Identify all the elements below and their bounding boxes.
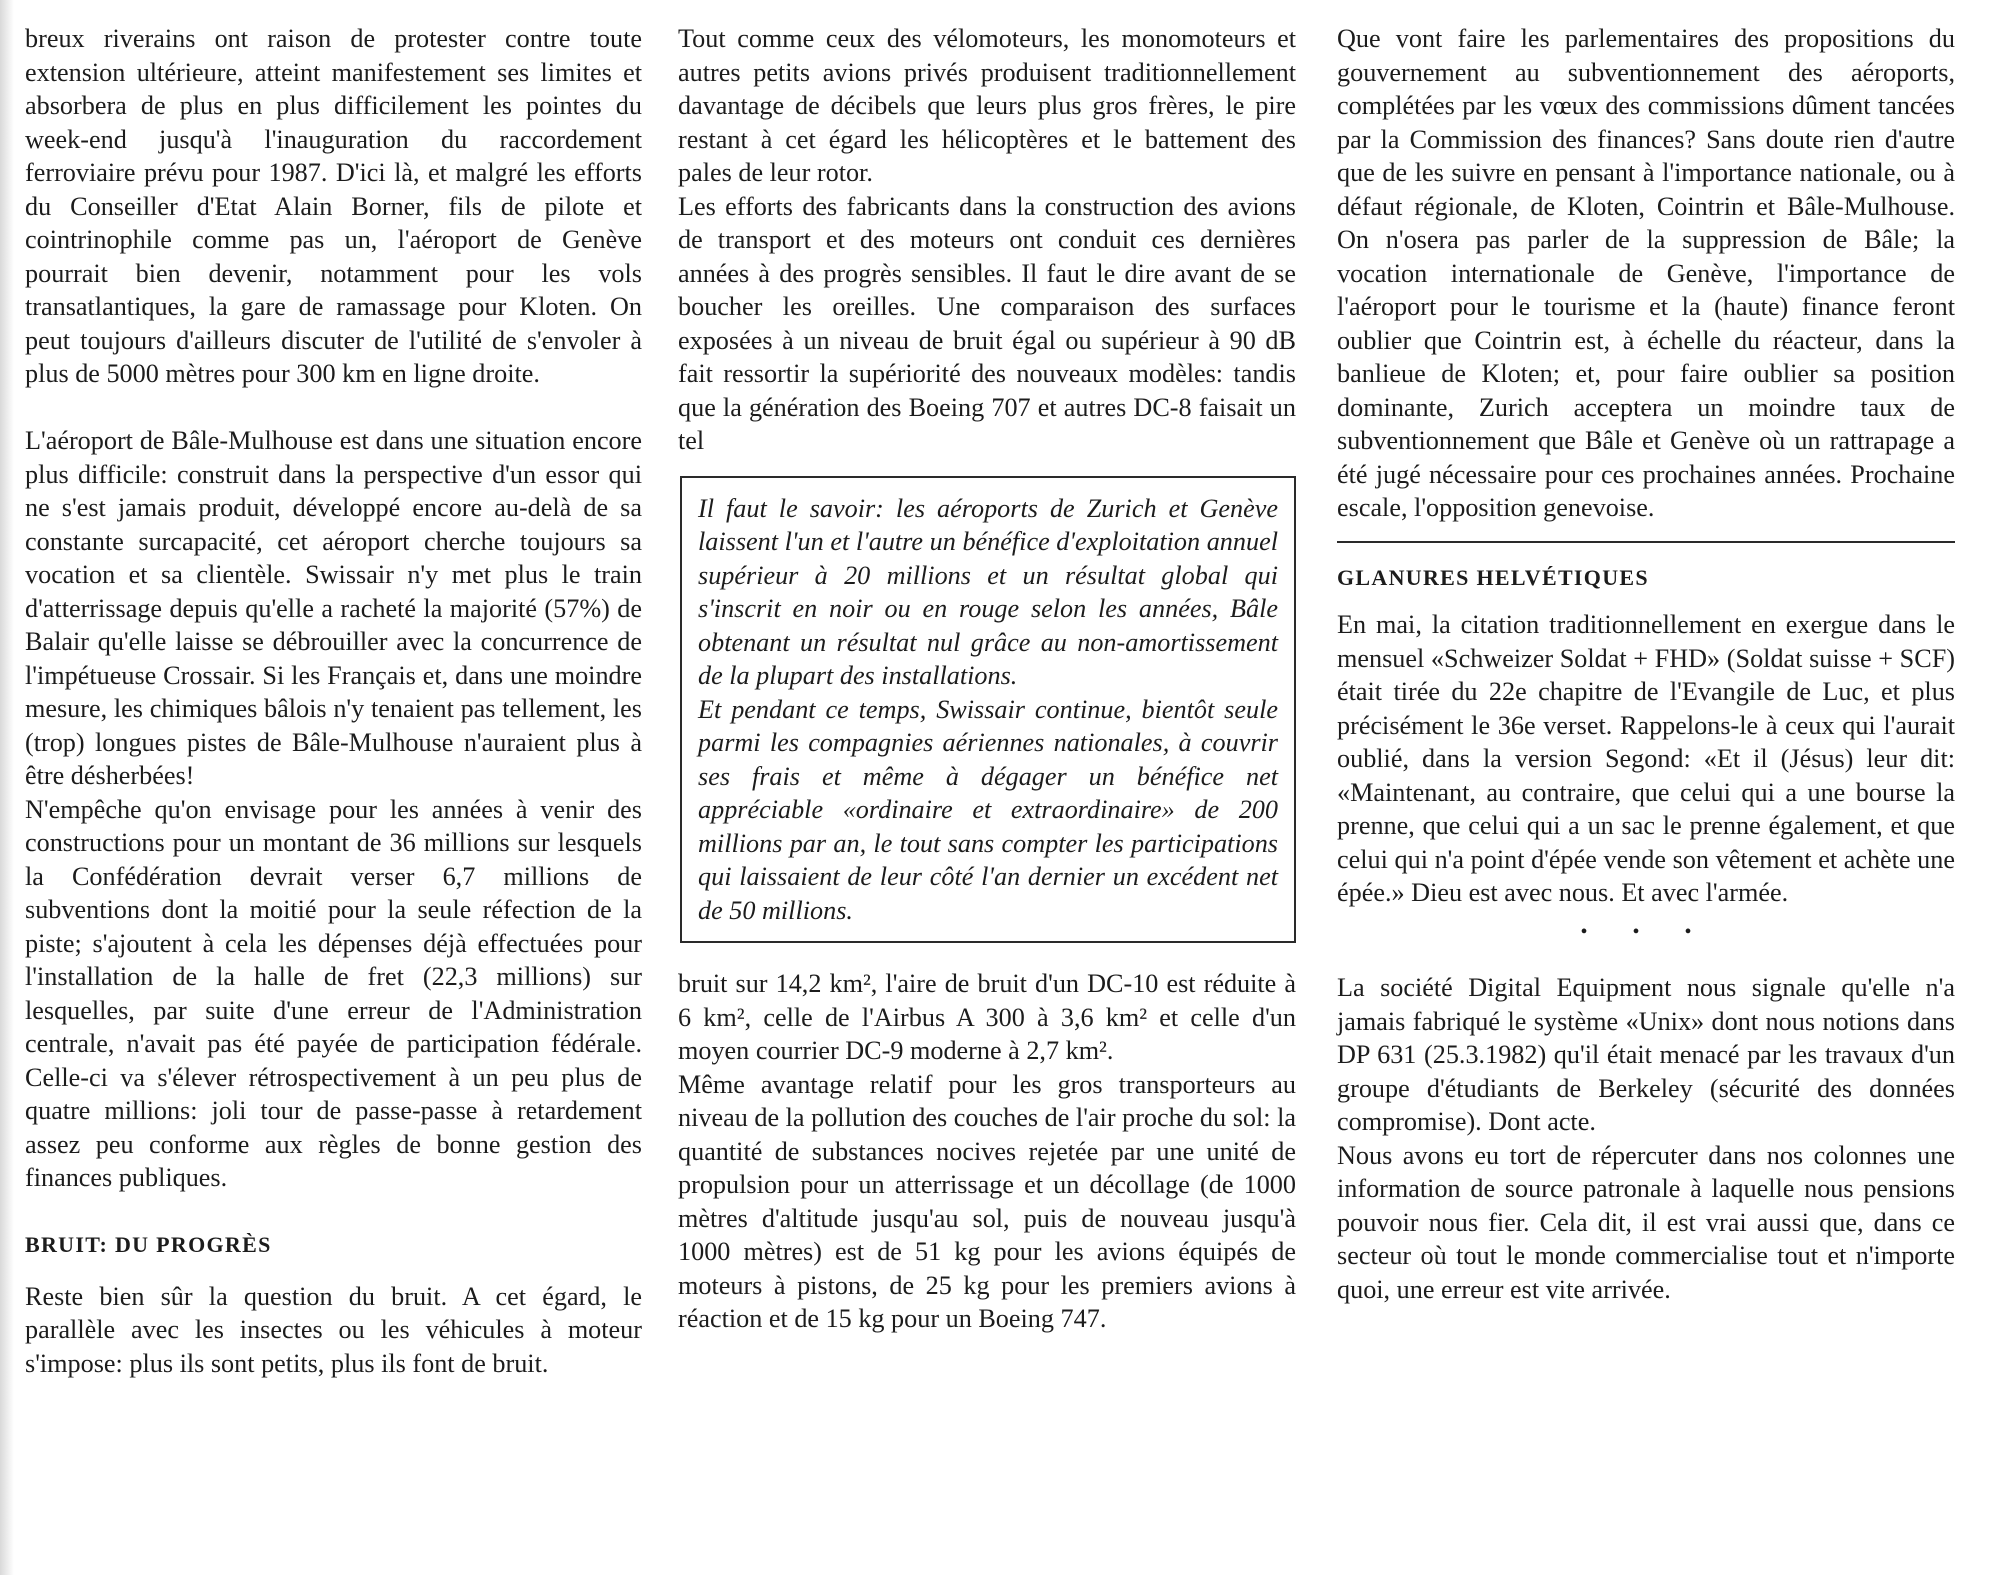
paragraph: Tout comme ceux des vélomoteurs, les monomoteurs et autres petits avions privés produisent traditionnellement davantage de décibels que leurs plus gros frères, le pire restant à cet égard les hélicoptères et le battement des pales de leur rotor. bbox=[678, 24, 1296, 187]
paragraph: bruit sur 14,2 km², l'aire de bruit d'un DC-10 est réduite à 6 km², celle de l'Airbus A 300 à 3,6 km² et celle d'un moyen courrier DC-9 moderne à 2,7 km². bbox=[678, 969, 1296, 1065]
sidebar-box bbox=[680, 476, 1296, 944]
section-divider bbox=[1337, 541, 1955, 543]
paragraph: Nous avons eu tort de répercuter dans nos colonnes une information de source patronale à laquelle nous pensions pouvoir nous fier. Cela dit, il est vrai aussi que, dans ce secteur où tout le monde commercialise tout et n'importe quoi, une erreur est vite arrivée. bbox=[1337, 1140, 1955, 1304]
column-right bbox=[1337, 22, 1955, 1306]
column-middle bbox=[678, 22, 1296, 1336]
section-heading-bruit: BRUIT: DU PROGRÈS bbox=[25, 1232, 272, 1257]
paragraph: L'aéroport de Bâle-Mulhouse est dans une situation encore plus difficile: construit dans la perspective d'un essor qui ne s'est jamais produit, développé encore au-delà de sa constante surcapacité, cet aéroport cherche toujours sa vocation et sa clientèle. Swissair n'y met plus le train d'atterrissage depuis qu'elle a racheté la majorité (57%) de Balair qu'elle laisse se débrouiller avec la concurrence de l'impétueuse Crossair. Si les Français et, dans une moindre mesure, les chimiques bâlois n'y tenaient pas tellement, les (trop) longues pistes de Bâle-Mulhouse n'auraient plus à être désherbées! bbox=[25, 426, 642, 790]
paragraph: Que vont faire les parlementaires des propositions du gouvernement au subventionnement des aéroports, complétées par les vœux des commissions dûment tancées par la Commission des finances? Sans doute rien d'autre que de les suivre en pensant à l'importance nationale, ou à défaut régionale, de Kloten, Cointrin et Bâle-Mulhouse. On n'osera pas parler de la suppression de Bâle; la vocation internationale de Genève, l'importance de l'aéroport pour le tourisme et la (haute) finance feront oublier que Cointrin est, à échelle du réacteur, dans la banlieue de Kloten; et, pour faire oublier sa position dominante, Zurich acceptera un moindre taux de subventionnement que Bâle et Genève où un rattrapage a été jugé nécessaire pour ces prochaines années. Prochaine escale, l'opposition genevoise. bbox=[1337, 24, 1955, 522]
paragraph: La société Digital Equipment nous signale qu'elle n'a jamais fabriqué le système «Unix» dont nous notions dans DP 631 (25.3.1982) qu'il était menacé par les travaux d'un groupe d'étudiants de Berkeley (sécurité des données compromise). Dont acte. bbox=[1337, 973, 1955, 1136]
heading-gap bbox=[25, 1262, 642, 1280]
box-paragraph: Il faut le savoir: les aéroports de Zurich et Genève laissent l'un et l'autre un bénéfice d'exploitation annuel supérieur à 20 millions et un résultat global qui s'inscrit en noir ou en rouge selon les années, Bâle obtenant un résultat nul grâce au non-amortissement de la plupart des installations. bbox=[698, 493, 1278, 690]
paragraph: Reste bien sûr la question du bruit. A cet égard, le parallèle avec les insectes ou les véhicules à moteur s'impose: plus ils sont petits, plus ils font de bruit. bbox=[25, 1281, 642, 1378]
heading-gap bbox=[1337, 594, 1955, 608]
scan-edge-shadow bbox=[0, 0, 14, 1575]
section-heading-glanures: GLANURES HELVÉTIQUES bbox=[1337, 564, 1649, 590]
box-paragraph: Et pendant ce temps, Swissair continue, bientôt seule parmi les compagnies aériennes nationales, à couvrir ses frais et même à dégager un bénéfice net appréciable «ordinaire et extraordinaire» de 200 millions par an, le tout sans compter les participations qui laissaient de leur côté l'an dernier un excédent net de 50 millions. bbox=[698, 694, 1278, 925]
paragraph: breux riverains ont raison de protester contre toute extension ultérieure, atteint manifestement ses limites et absorbera de plus en plus difficilement les pointes du week-end jusqu'à l'inauguration du raccordement ferroviaire prévu pour 1987. D'ici là, et malgré les efforts du Conseiller d'Etat Alain Borner, fils de pilote et cointrinophile comme pas un, l'aéroport de Genève pourrait bien devenir, notamment pour les vols transatlantiques, la gare de ramassage pour Kloten. On peut toujours d'ailleurs discuter de l'utilité de s'envoler à plus de 5000 mètres pour 300 km en ligne droite. bbox=[25, 24, 642, 388]
paragraph-gap bbox=[25, 391, 642, 425]
paragraph: Les efforts des fabricants dans la construction des avions de transport et des moteurs ont conduit ces dernières années à des progrès sensibles. Il faut le dire avant de se boucher les oreilles. Une comparaison des surfaces exposées à un niveau de bruit égal ou supérieur à 90 dB fait ressortir la supériorité des nouveaux modèles: tandis que la génération des Boeing 707 et autres DC-8 faisait un tel bbox=[678, 191, 1296, 455]
section-separator-stars: • • • bbox=[1580, 920, 1712, 943]
paragraph: En mai, la citation traditionnellement en exergue dans le mensuel «Schweizer Soldat + FHD» (Soldat suisse + SCF) était tirée du 22e chapitre de l'Evangile de Luc, et plus précisément le 36e verset. Rappelons-le à ceux qui l'aurait oublié, dans la version Segond: «Et il (Jésus) leur dit: «Maintenant, au contraire, que celui qui a une bourse la prenne, que celui qui a un sac le prenne également, et que celui qui n'a point d'épée vende son vêtement et achète une épée.» Dieu est avec nous. Et avec l'armée. bbox=[1337, 610, 1955, 907]
paragraph: Même avantage relatif pour les gros transporteurs au niveau de la pollution des couches de l'air proche du sol: la quantité de substances nocives rejetée par une unité de propulsion pour un atterrissage et un décollage (de 1000 mètres d'altitude jusqu'au sol, puis de nouveau jusqu'à 1000 mètres) est de 51 kg pour les avions équipés de moteurs à pistons, de 25 kg pour les premiers avions à réaction et de 15 kg pour un Boeing 747. bbox=[678, 1069, 1296, 1333]
sidebar-box-wrapper bbox=[678, 476, 1296, 944]
paragraph-gap bbox=[25, 1195, 642, 1229]
paragraph: N'empêche qu'on envisage pour les années à venir des constructions pour un montant de 36 millions sur lesquels la Confédération devrait verser 6,7 millions de subventions dont la moitié pour la seule réfection de la piste; s'ajoutent à cela les dépenses déjà effectuées pour l'installation de la halle de fret (22,3 millions) sur lesquelles, par suite d'une erreur de l'Administration centrale, n'avait pas été payée de participation fédérale. Celle-ci va s'élever rétrospectivement à un peu plus de quatre millions: joli tour de passe-passe à retardement assez peu conforme aux règles de bonne gestion des finances publiques. bbox=[25, 794, 642, 1192]
column-left bbox=[25, 22, 642, 1380]
